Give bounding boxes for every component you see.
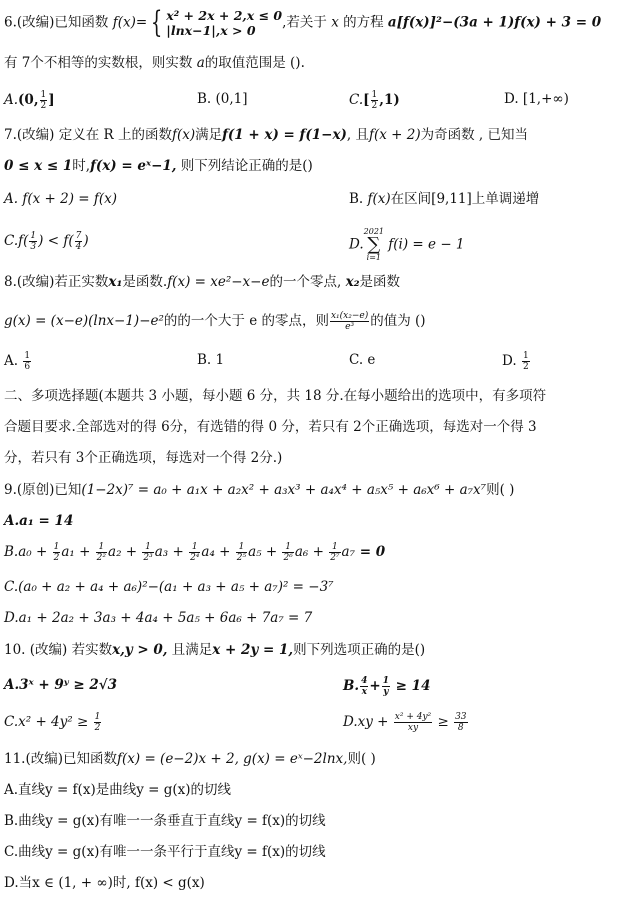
q9-optB-term: a₁ +: [61, 544, 95, 560]
q7-optD-bot: i=1: [366, 253, 381, 262]
q7-optB-text: 在区间[9,11]上单调递增: [390, 191, 540, 207]
q10-optD-frac2: [454, 712, 467, 733]
q8-line1b: 是函数.: [122, 274, 168, 290]
q9-optB-frac: [236, 542, 247, 563]
q9-option-a: A.a₁ = 14: [4, 513, 74, 529]
q9-optB-frac-den: 2⁴: [190, 553, 200, 563]
q9-optB-frac-num: 1: [189, 542, 200, 553]
q9-optB-frac-den: 2⁷: [330, 553, 340, 563]
q6-option-c: [349, 90, 400, 111]
q7-option-a: A. f(x + 2) = f(x): [4, 191, 117, 207]
q6-piece2: |lnx−1|,x > 0: [166, 23, 256, 38]
q10-optD-den2: 8: [457, 723, 464, 733]
q10-cond: x + 2y = 1,: [212, 642, 294, 658]
q6-stem-line1: [4, 5, 602, 40]
q7-optD-expr: f(i) = e − 1: [384, 236, 465, 253]
q7-line1a: 7.(改编) 定义在 R 上的函数: [4, 127, 172, 143]
q8-optD-num: 1: [522, 351, 529, 361]
q6-line2: 有 7个不相等的实数根，则实数: [4, 55, 193, 71]
q6-optC-end: ,1): [379, 92, 400, 108]
q10-optC-den: 2: [94, 723, 101, 733]
q7-line2d: 则下列结论正确的是(): [176, 158, 313, 174]
q11-line1b: 则( ): [347, 751, 376, 767]
q6-optA-end: ]: [48, 92, 55, 108]
q8-fx: f(x) = xe²−x−e: [167, 274, 270, 290]
q7-line2a: 0 ≤ x ≤ 1: [4, 158, 73, 174]
q7-optC-frac1: [29, 231, 37, 252]
q10-optC-num: 1: [94, 712, 101, 722]
q9-optB-frac: [189, 542, 200, 563]
q8-optD-frac: [522, 351, 530, 372]
q9-stem: [4, 481, 514, 499]
q9-optB-frac-den: 2³: [143, 553, 153, 563]
q9-optB-pre: B.a₀ +: [4, 544, 52, 560]
q10-optB-frac2: [382, 676, 390, 697]
q7-fx: f(x): [171, 127, 196, 143]
q6-a: a: [196, 55, 205, 71]
q9-optB-term: a₆ +: [294, 544, 329, 560]
q7-f2: f(x + 2): [369, 127, 421, 143]
q9-optB-term: a₇: [341, 544, 355, 560]
q7-optB-label: B.: [349, 191, 368, 207]
q6-x: x: [331, 14, 339, 31]
q8-option-d: [502, 351, 531, 372]
q7-cond: f(1 + x) = f(1−x): [222, 127, 347, 143]
q8-line1c: 的一个零点,: [269, 274, 342, 290]
q9-stem-prefix: 9.(原创)已知: [4, 482, 82, 498]
q6-piece1: x² + 2x + 2,x ≤ 0: [166, 8, 283, 23]
q6-line2b: 的取值范围是 ().: [204, 55, 305, 71]
q10-optC-frac: [94, 712, 102, 733]
q8-x1: x₁: [108, 274, 123, 290]
q9-stem-suffix: 则( ): [486, 482, 515, 498]
q10-optD-den: xy: [407, 723, 419, 733]
q9-option-b: [4, 542, 385, 563]
q9-option-d: D.a₁ + 2a₂ + 3a₃ + 4a₄ + 5a₅ + 6a₆ + 7a₇ = 7: [4, 610, 313, 626]
q9-optB-frac: [96, 542, 107, 563]
q8-gx: g(x) = (x−e)(lnx−1)−e²: [4, 313, 164, 329]
q10-optB-frac1: [360, 676, 368, 697]
q6-pieces: [166, 8, 282, 38]
q7-line1b: 满足: [195, 127, 223, 143]
q10-optD-frac1: [394, 712, 432, 733]
q7-stem-line2: [4, 157, 313, 175]
q8-line1a: 8.(改编)若正实数: [4, 274, 109, 290]
sigma-icon: ∑: [367, 234, 381, 255]
q6-prefix: 6.(改编)已知函数: [4, 14, 109, 31]
q9-optB-frac-den: 2²: [96, 553, 107, 563]
q8-stem-line2: [4, 311, 426, 332]
q6-equation: a[f(x)]²−(3a + 1)f(x) + 3 = 0: [387, 14, 602, 31]
q6-fx: f(x)=: [112, 14, 148, 31]
q8-frac-num: x₁(x₂−e): [330, 311, 369, 321]
q6-optA-frac: [40, 90, 48, 111]
q10-option-a: A.3ˣ + 9ʸ ≥ 2√3: [4, 677, 118, 693]
q11-stem: [4, 750, 376, 768]
q7-line2b: 时,: [72, 158, 91, 174]
q9-optB-end: = 0: [355, 544, 386, 560]
q8-optA-den: 6: [24, 362, 31, 372]
q10-option-c: [4, 712, 102, 733]
q6-optA-open: (0,: [18, 92, 39, 108]
q10-optB-label: B.: [343, 678, 360, 694]
q8-optA-num: 1: [24, 351, 31, 361]
q8-optA-frac: [23, 351, 31, 372]
q7-optB-f: f(x): [367, 191, 391, 207]
q10-line1b: 且满足: [167, 642, 213, 658]
q9-optB-frac-num: 1: [96, 542, 107, 553]
q7-optC-label: C.: [4, 233, 19, 249]
q8-option-a: [4, 351, 32, 372]
q11-option-a: A.直线y = f(x)是曲线y = g(x)的切线: [4, 782, 232, 798]
q7-optC-frac2: [75, 231, 83, 252]
q11-option-d: D.当x ∈ (1, + ∞)时, f(x) < g(x): [4, 875, 205, 891]
q9-optB-term: a₄ +: [201, 544, 235, 560]
q6-option-a: [4, 90, 55, 111]
q6-mid2: 的方程: [343, 14, 384, 31]
q9-optB-frac-num: 1: [282, 542, 293, 553]
q9-optB-frac-den: 2: [53, 553, 60, 563]
q9-optB-frac: [53, 542, 61, 563]
q7-stem-line1: [4, 126, 528, 144]
q9-optB-frac-num: 1: [53, 542, 60, 552]
q9-option-c: C.(a₀ + a₂ + a₄ + a₆)²−(a₁ + a₃ + a₅ + a₇)² = −3⁷: [4, 579, 334, 595]
q10-optD-num2: 33: [455, 712, 467, 722]
q10-optD-num: x² + 4y²: [394, 712, 432, 722]
q9-optB-frac-num: 1: [329, 542, 340, 553]
section-heading-line3: 分，若只有 3个正确选项，每选对一个得 2分.): [4, 450, 283, 466]
q8-optA-label: A.: [4, 353, 19, 369]
q10-optD-text: D.xy +: [343, 714, 393, 730]
q10-line1c: 则下列选项正确的是(): [293, 642, 426, 658]
q8-x2: x₂: [345, 274, 360, 290]
q7-optD-label: D.: [349, 236, 364, 253]
q10-optB-n2: 1: [382, 676, 389, 686]
q10-optB-end: ≥ 14: [390, 678, 431, 694]
q7-line1d: 为奇函数 , 已知当: [420, 127, 529, 143]
q7-optC-n1: 1: [30, 231, 37, 241]
q11-option-c: C.曲线y = g(x)有唯一一条平行于直线y = f(x)的切线: [4, 844, 326, 860]
q7-line1c: , 且: [346, 127, 369, 143]
q7-option-b: [349, 190, 539, 208]
q6-brace: {: [151, 5, 163, 40]
q10-stem: [4, 641, 425, 659]
q10-optB-n1: 4: [361, 676, 368, 686]
q8-frac-den: e³: [345, 322, 355, 332]
q9-optB-frac-den: 2⁵: [236, 553, 247, 563]
q6-optC-num: 1: [371, 90, 378, 100]
section-heading-line1: 二、多项选择题(本题共 3 小题，每小题 6 分，共 18 分.在每小题给出的选项中，有多项符: [4, 388, 547, 404]
q7-optC-n2: 7: [75, 231, 82, 241]
q8-frac: [330, 311, 369, 332]
q10-optB-d2: y: [383, 687, 389, 697]
q9-optB-frac: [142, 542, 153, 563]
q10-line1a: 10. (改编) 若实数: [4, 642, 113, 658]
q6-optC-label: C.: [349, 92, 364, 108]
q7-optD-sum: [364, 228, 384, 262]
q9-optB-term: a₅ +: [248, 544, 282, 560]
q8-optD-den: 2: [522, 362, 529, 372]
q7-option-d: [349, 228, 465, 262]
q6-optA-label: A.: [4, 92, 19, 108]
q8-option-c: C. e: [349, 352, 376, 368]
q10-optC-text: C.x² + 4y² ≥: [4, 714, 93, 730]
q6-optC-den: 2: [371, 101, 378, 111]
q9-optB-frac-num: 1: [236, 542, 247, 553]
q6-optA-den: 2: [40, 101, 47, 111]
q6-optA-num: 1: [40, 90, 47, 100]
q8-optD-label: D.: [502, 353, 517, 369]
q11-eqs: f(x) = (e−2)x + 2, g(x) = eˣ−2lnx,: [117, 751, 348, 767]
q7-option-c: C.f( $\frac{1}{3}$ ) < f( $\frac{7}{4}$ ): [4, 231, 89, 252]
q8-line2b: 的值为 (): [370, 313, 426, 329]
q7-optC-d1: 3: [30, 242, 37, 252]
q7-line2c: f(x) = eˣ−1,: [90, 158, 177, 174]
q7-optC-d2: 4: [75, 242, 82, 252]
q6-optC-frac: [371, 90, 379, 111]
q6-option-b: B. (0,1]: [197, 91, 248, 107]
q10-optD-ge: ≥: [433, 714, 454, 730]
q9-optB-frac-num: 1: [142, 542, 153, 553]
q10-xy: x,y > 0,: [112, 642, 168, 658]
q7-optC-f: f: [18, 233, 24, 249]
q10-optB-d1: x: [361, 687, 367, 697]
q6-option-d: D. [1,+∞): [504, 91, 569, 107]
q7-optD-top: 2021: [363, 227, 384, 236]
q9-optB-frac: [329, 542, 340, 563]
q8-line2a: 的的一个大于 e 的零点，则: [163, 313, 329, 329]
q10-option-b: B. $\frac{4}{x}$ + $\frac{1}{y}$ ≥ 14: [343, 676, 431, 697]
q9-optB-term: a₂ +: [108, 544, 142, 560]
q9-optB-items: [52, 542, 355, 563]
q9-optB-frac-den: 2⁶: [283, 553, 293, 563]
q8-option-b: B. 1: [197, 352, 225, 368]
q9-optB-frac: [282, 542, 293, 563]
q9-stem-eq: (1−2x)⁷ = a₀ + a₁x + a₂x² + a₃x³ + a₄x⁴ + a₅x⁵ + a₆x⁶ + a₇x⁷: [81, 482, 487, 498]
q9-optB-term: a₃ +: [154, 544, 189, 560]
q6-stem-line2: [4, 54, 305, 72]
q11-option-b: B.曲线y = g(x)有唯一一条垂直于直线y = f(x)的切线: [4, 813, 326, 829]
q10-option-d: [343, 712, 469, 733]
q6-mid: ,若关于: [282, 14, 327, 31]
section-heading-line2: 合题目要求.全部选对的得 6分，有选错的得 0 分，若只有 2个正确选项，每选对一个得 3: [4, 419, 537, 435]
q11-line1a: 11.(改编)已知函数: [4, 751, 118, 767]
q6-optC-open: [: [363, 92, 370, 108]
q8-line1d: 是函数: [359, 274, 401, 290]
q7-optC-lt: < f: [43, 233, 69, 249]
q8-stem-line1: [4, 273, 400, 291]
